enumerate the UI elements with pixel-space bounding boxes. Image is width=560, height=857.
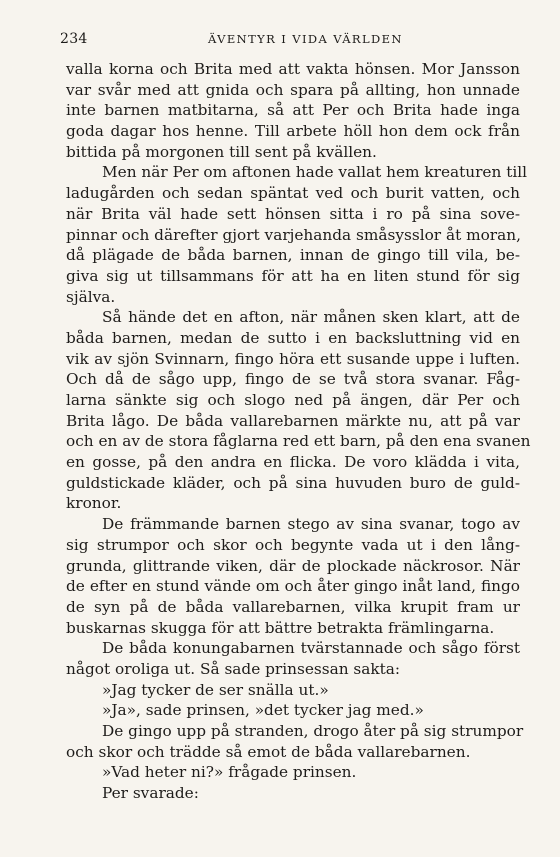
text-line: Och då de sågo upp, fingo de se två stora svanar. Fåg-: [66, 370, 520, 389]
text-line: var svår med att gnida och spara på allting, hon unnade: [66, 80, 520, 99]
text-line: »Jag tycker de ser snälla ut.»: [102, 680, 329, 699]
page-number: 234: [60, 31, 88, 47]
text-line: båda barnen, medan de sutto i en backsluttning vid en: [66, 328, 520, 347]
text-line: en gosse, på den andra en flicka. De voro klädda i vita,: [66, 453, 520, 472]
text-line: de efter en stund vände om och åter gingo inåt land, fingo: [66, 577, 520, 596]
running-header: [60, 31, 520, 51]
text-line: vik av sjön Svinnarn, fingo höra ett susande uppe i luften.: [66, 349, 520, 368]
text-line: Men när Per om aftonen hade vallat hem kreaturen till: [102, 163, 528, 182]
text-line: Brita lågo. De båda vallarebarnen märkte nu, att på var: [66, 411, 520, 430]
text-line: giva sig ut tillsammans för att ha en liten stund för sig: [66, 266, 520, 285]
text-line: De främmande barnen stego av sina svanar, togo av: [102, 515, 520, 534]
text-line: något oroliga ut. Så sade prinsessan sakta:: [66, 659, 401, 678]
text-line: Så hände det en afton, när månen sken klart, att de: [102, 308, 520, 327]
text-line: De gingo upp på stranden, drogo åter på sig strumpor: [102, 722, 524, 740]
text-line: buskarnas skugga för att bättre betrakta främlingarna.: [66, 618, 495, 637]
text-line: ladugården och sedan späntat ved och burit vatten, och: [66, 184, 520, 203]
text-line: bittida på morgonen till sent på kvällen.: [66, 142, 377, 161]
text-line: själva.: [66, 287, 116, 306]
text-line: guldstickade kläder, och på sina huvuden buro de guld-: [66, 473, 520, 492]
text-line: de syn på de båda vallarebarnen, vilka krupit fram ur: [66, 597, 520, 616]
text-line: »Vad heter ni?» frågade prinsen.: [102, 763, 357, 782]
body-text: [66, 59, 531, 804]
text-line: när Brita väl hade sett hönsen sitta i ro på sina sove-: [66, 204, 520, 223]
text-line: kronor.: [66, 494, 122, 513]
text-line: Per svarade:: [102, 784, 199, 803]
text-line: och en av de stora fåglarna red ett barn, på den ena svanen: [66, 432, 531, 451]
text-line: goda dagar hos henne. Till arbete höll hon dem ock från: [66, 122, 520, 141]
text-line: valla korna och Brita med att vakta hönsen. Mor Jansson: [66, 60, 520, 78]
text-line: grunda, glittrande viken, där de plockade näckrosor. När: [66, 556, 520, 575]
running-title: ÄVENTYR I VIDA VÄRLDEN: [208, 32, 403, 46]
text-line: pinnar och därefter gjort varjehanda småsysslor åt moran,: [66, 225, 521, 244]
text-line: De båda konungabarnen tvärstannade och sågo först: [102, 639, 520, 658]
text-line: larna sänkte sig och slogo ned på ängen, där Per och: [66, 391, 520, 409]
text-line: då plägade de båda barnen, innan de gingo till vila, be-: [66, 246, 520, 265]
text-line: sig strumpor och skor och begynte vada ut i den lång-: [66, 535, 520, 554]
text-line: »Ja», sade prinsen, »det tycker jag med.»: [102, 701, 424, 720]
text-line: inte barnen matbitarna, så att Per och Brita hade inga: [66, 101, 520, 120]
text-line: och skor och trädde så emot de båda vallarebarnen.: [66, 742, 471, 761]
